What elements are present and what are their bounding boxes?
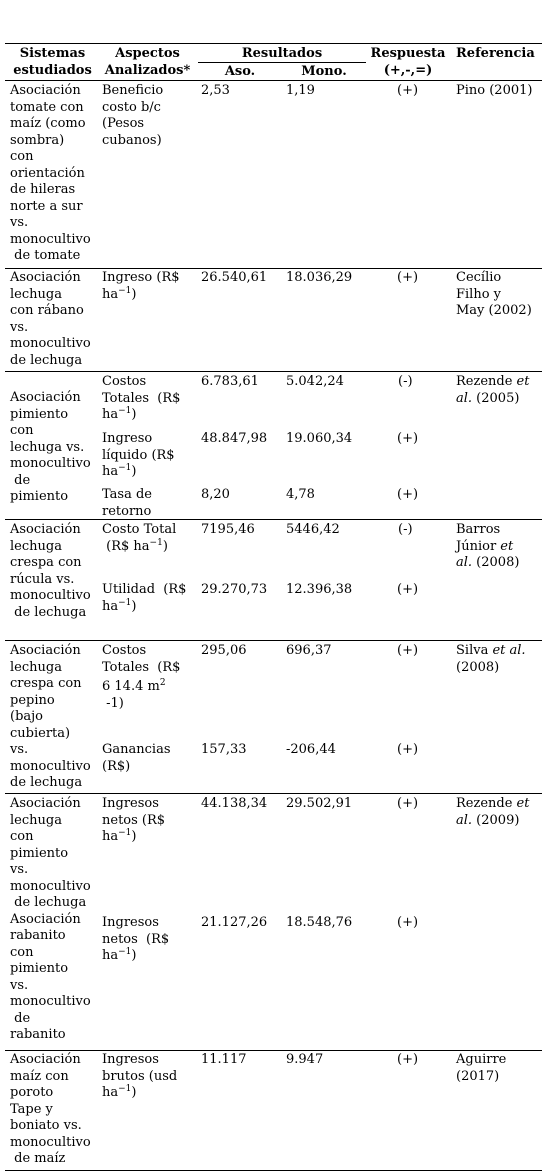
system-line: de lechuga (10, 352, 83, 368)
system-cell (10, 83, 91, 265)
aspect-line-unit: (R$ $ha^{-1}$) (102, 537, 168, 554)
system-line: pimiento (10, 406, 69, 422)
group-divider (5, 268, 542, 269)
system-line: orientación (10, 165, 85, 181)
response-value: (+) (397, 83, 419, 98)
response-value: (+) (397, 270, 419, 285)
aspect-line: (Pesos (102, 116, 145, 131)
header-mono: Mono. (301, 64, 347, 79)
aspect-line: Ganancias (102, 742, 171, 757)
mono-value: -206,44 (286, 742, 336, 757)
reference-cell (456, 1052, 506, 1085)
header-aso: Aso. (224, 64, 256, 79)
group-divider (5, 640, 542, 641)
system-line: Asociación (10, 83, 81, 98)
system-cell (10, 796, 91, 1044)
aspect-line-unit: $ha^{-1}$) (102, 463, 137, 479)
header-text: Analizados* (104, 62, 191, 78)
mono-value: 18.036,29 (286, 270, 353, 285)
aspect-line: Ingresos (102, 1052, 159, 1067)
system-line: crespa con (10, 676, 82, 691)
system-cell (10, 643, 91, 792)
mono-value: 696,37 (286, 643, 332, 658)
system-line: Asociación (10, 796, 81, 811)
aspect-line: líquido (R$ (102, 447, 175, 463)
response-value: (+) (397, 796, 419, 811)
system-line: con rábano (10, 303, 84, 318)
aspect-cell (102, 83, 163, 149)
reference-line: Rezende et (456, 374, 530, 389)
system-line: lechuga (10, 659, 62, 675)
aso-value: 8,20 (201, 487, 230, 502)
system-cell (10, 390, 91, 506)
system-line: lechuga (10, 286, 62, 302)
reference-line: Rezende et (456, 796, 530, 811)
system-line: Asociación (10, 270, 81, 285)
aspect-line: netos (R$ (102, 931, 170, 947)
mono-value: 1,19 (286, 83, 315, 98)
system-line: boniato vs. (10, 1118, 82, 1133)
aspect-line: cubanos) (102, 132, 162, 148)
aso-value: 29.270,73 (201, 582, 268, 597)
aspect-line: Ingreso (R$ (102, 270, 180, 285)
system-line: Asociación (10, 643, 81, 658)
aspect-line: brutos (usd (102, 1068, 178, 1084)
aso-value: 21.127,26 (201, 915, 268, 930)
aspect-line-unit: 6 14.4 $m^2$ (102, 678, 166, 694)
system-line: monocultivo (10, 456, 91, 471)
system-line: lechuga vs. (10, 439, 85, 455)
aspect-cell (102, 522, 176, 555)
header-respuesta (366, 46, 450, 79)
mono-value: 12.396,38 (286, 582, 353, 597)
aspect-line: Costos (102, 643, 147, 658)
system-line: pimiento (10, 961, 69, 976)
system-line: monocultivo (10, 231, 91, 247)
aspect-line: Beneficio (102, 83, 164, 98)
system-line: de hileras (10, 182, 76, 197)
aso-value: 6.783,61 (201, 374, 259, 389)
reference-cell (456, 796, 529, 829)
aspect-cell (102, 742, 171, 775)
response-value: (+) (397, 643, 419, 658)
system-line: con (10, 829, 34, 844)
system-line: tomate con (10, 99, 84, 115)
aspect-line: Tasa de (102, 487, 152, 502)
aspect-cell (102, 431, 175, 481)
reference-line: Júnior et (456, 538, 514, 554)
system-line: monocultivo (10, 758, 91, 774)
aspect-line: netos (R$ (102, 812, 166, 828)
reference-line: (2017) (456, 1068, 500, 1084)
group-divider (5, 371, 542, 372)
system-line: pimiento (10, 845, 69, 861)
aspect-cell (102, 1052, 177, 1102)
aspect-cell (102, 796, 165, 846)
header-resultados: Resultados (241, 46, 323, 61)
aspect-cell (102, 487, 152, 520)
aspect-line-unit: $ha^{-1}$) (102, 1084, 137, 1100)
header-sistemas (5, 46, 100, 79)
aspect-cell (102, 582, 186, 615)
header-text: Sistemas (19, 46, 86, 61)
group-divider (5, 1050, 542, 1051)
header-aspectos (100, 46, 195, 79)
aspect-line-unit: -1) (102, 695, 124, 711)
reference-cell: Pino (2001) (456, 83, 533, 98)
aspect-line: (R$) (102, 758, 131, 774)
header-text: Aspectos (115, 46, 180, 61)
system-line: de (10, 1010, 31, 1026)
reference-cell (456, 270, 532, 320)
system-line: norte a sur (10, 198, 83, 214)
system-line: rabanito (10, 1027, 66, 1042)
header-referencia: Referencia (456, 46, 535, 61)
reference-line: (2008) (456, 659, 500, 675)
mono-value: 18.548,76 (286, 915, 353, 930)
aso-value: 157,33 (201, 742, 247, 757)
group-divider (5, 519, 542, 520)
aso-value: 26.540,61 (201, 270, 268, 285)
aspect-line-unit: $ha^{-1}$) (102, 947, 137, 963)
aspect-cell (102, 374, 180, 424)
aspect-cell (102, 270, 180, 303)
system-line: lechuga (10, 812, 62, 828)
aspect-line: retorno (102, 503, 152, 519)
aso-value: 7195,46 (201, 522, 255, 537)
header-text: Respuesta (370, 46, 446, 61)
system-line: Asociación (10, 390, 81, 405)
aspect-line-unit: $ha^{-1}$) (102, 406, 137, 422)
system-line: poroto (10, 1085, 54, 1100)
system-line: monocultivo (10, 878, 91, 894)
header-text: estudiados (13, 62, 92, 78)
aso-value: 2,53 (201, 83, 230, 98)
table-bottom-rule (5, 1170, 542, 1171)
reference-line: al. (2008) (456, 555, 520, 570)
reference-cell (456, 522, 519, 572)
reference-line: Cecílio (456, 270, 502, 285)
system-line: Asociación (10, 1052, 81, 1067)
system-line: pimiento (10, 489, 69, 504)
system-line: sombra) (10, 132, 65, 148)
system-line: monocultivo (10, 588, 91, 603)
aspect-line: Ingresos (102, 915, 159, 930)
system-line: vs. (10, 977, 29, 993)
aspect-line: Costo Total (102, 522, 177, 537)
system-line: lechuga (10, 538, 62, 554)
aspect-cell (102, 915, 169, 965)
mono-value: 5.042,24 (286, 374, 344, 389)
aspect-line: Totales (R$ (102, 390, 181, 406)
response-value: (-) (398, 522, 413, 537)
system-line: maíz (como (10, 116, 86, 131)
aspect-line-unit: $ha^{-1}$) (102, 828, 137, 844)
response-value: (+) (397, 1052, 419, 1067)
system-line: (bajo (10, 709, 44, 724)
response-value: (+) (397, 915, 419, 930)
system-line: vs. (10, 862, 29, 877)
aspect-line-unit: $ha^{-1}$) (102, 285, 137, 302)
mono-value: 9.947 (286, 1052, 324, 1067)
response-value: (+) (397, 431, 419, 446)
system-line: crespa con (10, 555, 82, 570)
aspect-line: Ingreso (102, 431, 153, 446)
system-line: Tape y (10, 1101, 53, 1117)
system-line: de tomate (10, 248, 81, 263)
system-line: de lechuga (10, 895, 87, 910)
system-line: de maíz (10, 1151, 66, 1166)
system-line: Asociación (10, 522, 81, 537)
reference-line: Barros (456, 522, 501, 537)
aso-value: 295,06 (201, 643, 247, 658)
system-line: con (10, 944, 34, 960)
system-cell (10, 270, 91, 369)
mono-value: 5446,42 (286, 522, 340, 537)
reference-cell (456, 643, 526, 676)
system-line: monocultivo (10, 1134, 91, 1150)
mono-value: 4,78 (286, 487, 315, 502)
system-line: de lechuga (10, 775, 83, 790)
reference-cell (456, 374, 529, 407)
system-line: monocultivo (10, 336, 91, 351)
system-line: monocultivo (10, 994, 91, 1009)
system-cell (10, 1052, 91, 1168)
response-value: (+) (397, 582, 419, 597)
table-top-rule (5, 43, 542, 44)
aso-value: 11.117 (201, 1052, 247, 1067)
aso-value: 44.138,34 (201, 796, 268, 811)
group-divider (5, 793, 542, 794)
system-line: pepino (10, 692, 55, 708)
system-line: cubierta) (10, 725, 71, 741)
aspect-line: Costos (102, 374, 147, 389)
response-value: (-) (398, 374, 413, 389)
system-line: de (10, 472, 31, 488)
aspect-line: Totales (R$ (102, 659, 181, 675)
aspect-cell (102, 643, 180, 712)
system-line: con (10, 149, 34, 164)
aspect-line: costo b/c (102, 99, 161, 115)
aspect-line: Ingresos (102, 796, 159, 811)
aso-value: 48.847,98 (201, 431, 268, 446)
system-line: con (10, 423, 34, 438)
system-line: vs. (10, 319, 29, 335)
reference-line: al. (2009) (456, 812, 520, 828)
reference-line: Aguirre (456, 1052, 507, 1067)
system-line: vs. (10, 742, 29, 757)
system-line: rúcula vs. (10, 571, 75, 587)
system-line: de lechuga (10, 604, 87, 620)
aspect-line: Utilidad (R$ (102, 582, 187, 597)
response-value: (+) (397, 487, 419, 502)
system-line: rabanito (10, 928, 66, 943)
system-line: maíz con (10, 1068, 69, 1084)
reference-line: al. (2005) (456, 390, 520, 406)
reference-line: Silva et al. (456, 643, 526, 658)
reference-line: May (2002) (456, 303, 532, 318)
response-value: (+) (397, 742, 419, 757)
system-line: vs. (10, 215, 29, 230)
aspect-line-unit: $ha^{-1}$) (102, 597, 137, 614)
mono-value: 29.502,91 (286, 796, 353, 811)
system-line: Asociación (10, 911, 81, 927)
mono-value: 19.060,34 (286, 431, 353, 446)
system-cell (10, 522, 91, 621)
reference-line: Filho y (456, 286, 502, 302)
header-text: (+,-,=) (383, 62, 433, 78)
